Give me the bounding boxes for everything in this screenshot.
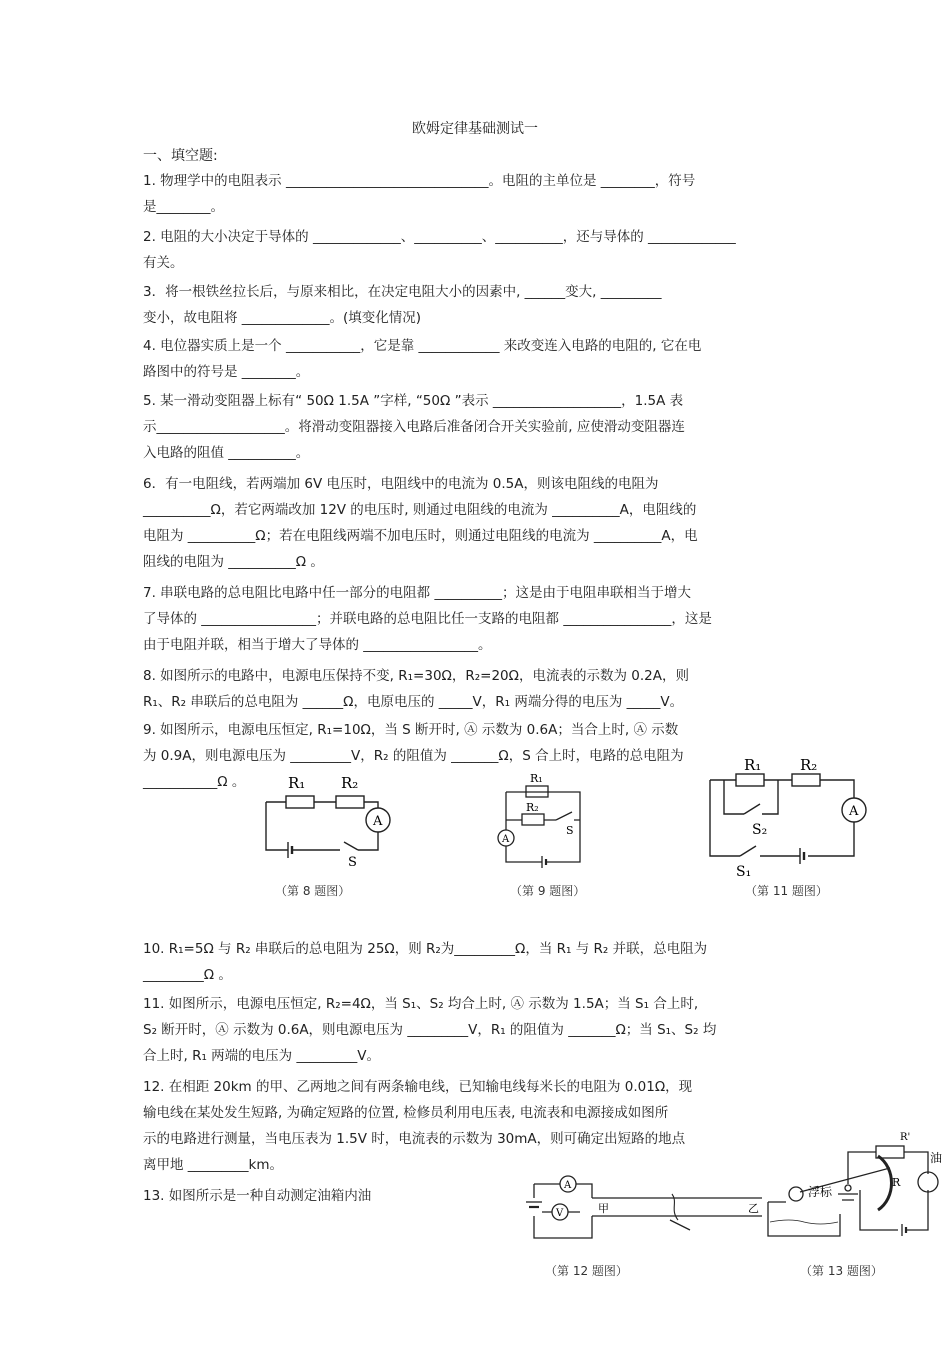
question-line: 了导体的 _________________；并联电路的总电阻比任一支路的电阻都 ________________，这是 bbox=[143, 611, 712, 627]
question-line: 入电路的阻值 __________。 bbox=[143, 445, 310, 461]
r1-label: R₁ bbox=[744, 756, 762, 774]
question-line: 13. 如图所示是一种自动测定油箱内油 bbox=[143, 1188, 372, 1204]
rprime-label: R' bbox=[900, 1132, 911, 1143]
question-8 bbox=[143, 663, 811, 715]
question-line: 6．有一电阻线，若两端加 6V 电压时，电阻线中的电流为 0.5A，则该电阻线的电阻为 bbox=[143, 476, 659, 492]
question-line: 10. R₁=5Ω 与 R₂ 串联后的总电阻为 25Ω，则 R₂为_________Ω，当 R₁ 与 R₂ 并联，总电阻为 bbox=[143, 941, 708, 957]
oil-label: 油 bbox=[930, 1151, 943, 1165]
jia-label: 甲 bbox=[598, 1202, 609, 1215]
question-line: 示___________________。将滑动变阻器接入电路后准备闭合开关实验前, 应使滑动变阻器连 bbox=[143, 419, 685, 435]
question-11 bbox=[143, 991, 811, 1069]
r2-label: R₂ bbox=[341, 774, 359, 792]
question-line: 电阻为 __________Ω；若在电阻线两端不加电压时，则通过电阻线的电流为 __________A，电 bbox=[143, 528, 698, 544]
question-line: 11. 如图所示，电源电压恒定, R₂=4Ω，当 S₁、S₂ 均合上时, Ⓐ 示数为 1.5A；当 S₁ 合上时, bbox=[143, 996, 699, 1012]
question-line: 示的电路进行测量，当电压表为 1.5V 时，电流表的示数为 30mA，则可确定出短路的地点 bbox=[143, 1131, 686, 1147]
question-line: 2. 电阻的大小决定于导体的 _____________、__________、__________，还与导体的 _____________ bbox=[143, 229, 736, 245]
question-line: 为 0.9A，则电源电压为 _________V，R₂ 的阻值为 _______Ω，S 合上时，电路的总电阻为 bbox=[143, 748, 684, 764]
question-line: R₁、R₂ 串联后的总电阻为 ______Ω，电原电压的 _____V，R₁ 两端分得的电压为 _____V。 bbox=[143, 694, 684, 710]
ammeter-icon: A bbox=[373, 814, 383, 829]
float-label: 浮标 bbox=[808, 1185, 833, 1199]
s1-label: S₁ bbox=[736, 864, 752, 880]
ammeter-icon: A bbox=[502, 834, 510, 845]
switch-label: S bbox=[566, 824, 574, 837]
question-line: 有关。 bbox=[143, 255, 184, 271]
ammeter-icon: A bbox=[849, 804, 859, 819]
figure-9-caption: （第 9 题图） bbox=[510, 884, 586, 898]
figure-8-caption: （第 8 题图） bbox=[275, 884, 351, 898]
r1-label: R₁ bbox=[288, 774, 306, 792]
ammeter-icon: A bbox=[564, 1180, 572, 1191]
question-line: 由于电阻并联，相当于增大了导体的 _________________。 bbox=[143, 637, 492, 653]
figure-13-caption: （第 13 题图） bbox=[800, 1264, 883, 1278]
question-line: _________Ω 。 bbox=[143, 967, 232, 983]
question-line: 变小，故电阻将 _____________。(填变化情况) bbox=[143, 310, 422, 326]
question-7 bbox=[143, 580, 811, 658]
question-line: 4. 电位器实质上是一个 ___________，它是靠 ____________ 来改变连入电路的电阻的, 它在电 bbox=[143, 338, 702, 354]
question-line: __________Ω，若它两端改加 12V 的电压时, 则通过电阻线的电流为 __________A，电阻线的 bbox=[143, 502, 697, 518]
question-3 bbox=[143, 279, 811, 331]
question-line: 12. 在相距 20km 的甲、乙两地之间有两条输电线，已知输电线每米长的电阻为 0.01Ω，现 bbox=[143, 1079, 693, 1095]
switch-label: S bbox=[348, 855, 357, 868]
question-line: 7. 串联电路的总电阻比电路中任一部分的电阻都 __________；这是由于电阻串联相当于增大 bbox=[143, 585, 691, 601]
question-line: 9. 如图所示，电源电压恒定, R₁=10Ω，当 S 断开时, Ⓐ 示数为 0.6A；当合上时, Ⓐ 示数 bbox=[143, 722, 679, 738]
question-13 bbox=[143, 1183, 523, 1209]
question-line: 离甲地 _________km。 bbox=[143, 1157, 284, 1173]
r-label: R bbox=[892, 1176, 901, 1189]
page-title: 欧姆定律基础测试一 bbox=[412, 121, 538, 137]
figure-8-circuit bbox=[258, 768, 398, 868]
question-line: 1. 物理学中的电阻表示 ______________________________。电阻的主单位是 ________，符号 bbox=[143, 173, 696, 189]
question-line: 3．将一根铁丝拉长后，与原来相比，在决定电阻大小的因素中, ______变大, _________ bbox=[143, 284, 662, 300]
r2-label: R₂ bbox=[526, 801, 539, 814]
question-line: 5. 某一滑动变阻器上标有“ 50Ω 1.5A ”字样, “50Ω ”表示 ___________________，1.5A 表 bbox=[143, 393, 684, 409]
s2-label: S₂ bbox=[752, 822, 768, 838]
question-2 bbox=[143, 224, 811, 276]
section-heading: 一、填空题: bbox=[143, 148, 218, 164]
r1-label: R₁ bbox=[530, 772, 543, 785]
figure-11-circuit bbox=[700, 752, 870, 880]
question-line: S₂ 断开时，Ⓐ 示数为 0.6A，则电源电压为 _________V，R₁ 的阻值为 _______Ω；当 S₁、S₂ 均 bbox=[143, 1022, 717, 1038]
figure-12-caption: （第 12 题图） bbox=[545, 1264, 628, 1278]
question-line: 合上时, R₁ 两端的电压为 _________V。 bbox=[143, 1048, 380, 1064]
question-10 bbox=[143, 936, 811, 988]
question-5 bbox=[143, 388, 811, 466]
question-4 bbox=[143, 333, 811, 385]
question-line: 阻线的电阻为 __________Ω 。 bbox=[143, 554, 324, 570]
question-line: 是________。 bbox=[143, 199, 224, 215]
question-12 bbox=[143, 1074, 811, 1178]
figure-11-caption: （第 11 题图） bbox=[745, 884, 828, 898]
question-line: 输电线在某处发生短路, 为确定短路的位置, 检修员利用电压表, 电流表和电源接成如图所 bbox=[143, 1105, 669, 1121]
figure-9-circuit bbox=[488, 768, 598, 868]
yi-label: 乙 bbox=[748, 1202, 759, 1215]
figure-12-circuit bbox=[522, 1168, 772, 1253]
question-line: ___________Ω 。 bbox=[143, 774, 246, 790]
question-6 bbox=[143, 471, 811, 575]
question-1 bbox=[143, 168, 811, 220]
voltmeter-icon: V bbox=[556, 1208, 564, 1219]
question-line: 8. 如图所示的电路中，电源电压保持不变, R₁=30Ω，R₂=20Ω，电流表的示数为 0.2A，则 bbox=[143, 668, 689, 684]
figure-13-circuit bbox=[760, 1122, 945, 1260]
question-line: 路图中的符号是 ________。 bbox=[143, 364, 310, 380]
r2-label: R₂ bbox=[800, 756, 818, 774]
